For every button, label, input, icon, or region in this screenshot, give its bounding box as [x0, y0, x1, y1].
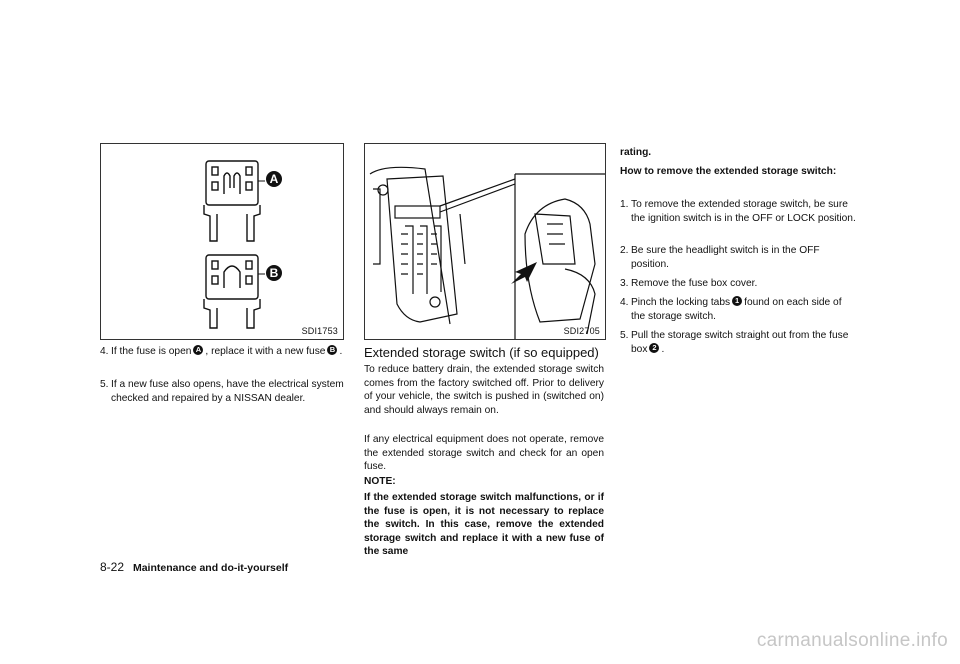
step-text-part: Pinch the locking tabs: [631, 297, 731, 308]
step-text: To remove the extended storage switch, be sure the ignition switch is in the OFF or LOCK position.: [631, 199, 856, 224]
removal-step-5: [620, 329, 858, 356]
label-a-badge: [266, 171, 282, 187]
step-number: 4.: [620, 297, 629, 308]
step-text-part: Pull the storage switch straight out from the fuse box: [631, 330, 849, 355]
page-footer: [100, 560, 288, 574]
step-text: [620, 329, 858, 356]
label-b-text: B: [269, 266, 279, 280]
section-heading: Extended storage switch (if so equipped): [364, 345, 599, 360]
step-text: Be sure the headlight switch is in the OFF position.: [631, 245, 820, 270]
step-text: Remove the fuse box cover.: [631, 278, 758, 289]
fuse-box-figure: [364, 143, 606, 340]
removal-step-1: [620, 198, 858, 225]
subheading: How to remove the extended storage switch:: [620, 166, 837, 177]
continuation-text: rating.: [620, 147, 652, 158]
fuse-step-4: [100, 345, 344, 359]
badge-a: A: [193, 345, 203, 355]
step-number: 5.: [100, 379, 109, 390]
fuse-step-5: [100, 378, 344, 405]
step-text-part: .: [661, 343, 665, 355]
removal-step-2: [620, 244, 858, 271]
watermark-link[interactable]: carmanualsonline.info: [756, 630, 948, 651]
step-text-part: .: [339, 346, 343, 357]
chapter-title: Maintenance and do-it-yourself: [132, 562, 289, 574]
fuse-figure: [100, 143, 344, 340]
step-number: 1.: [620, 199, 629, 210]
step-text-part: , replace it with a new fuse: [205, 346, 326, 357]
open-fuse-drawing: [204, 161, 260, 241]
step-text: [620, 296, 858, 323]
page-number: 8-22: [100, 560, 125, 574]
step-text-part: If the fuse is open: [111, 346, 192, 357]
fuse-illustration: [101, 144, 343, 339]
step-number: 2.: [620, 245, 629, 256]
paragraph: To reduce battery drain, the extended storage switch comes from the factory switched off. Prior to delivery of your vehicle, the switch is pushed in (switched on) and should always remain on.: [364, 364, 604, 416]
note-label: NOTE:: [364, 476, 396, 487]
new-fuse-drawing: [204, 255, 260, 328]
step-text-part: found on each side of the storage switch.: [631, 297, 842, 322]
step-text: [100, 345, 344, 359]
badge-2: 2: [649, 343, 659, 353]
fuse-box-illustration: [365, 144, 605, 339]
note-text: If the extended storage switch malfunctions, or if the fuse is open, it is not necessary to replace the switch. In this case, remove the extended storage switch and replace it with a new fuse of the same: [364, 492, 604, 558]
step-number: 4.: [100, 346, 109, 357]
step-text: If a new fuse also opens, have the electrical system checked and repaired by a NISSAN dealer.: [111, 379, 344, 404]
step-number: 3.: [620, 278, 629, 289]
removal-step-3: [620, 277, 858, 291]
paragraph: If any electrical equipment does not operate, remove the extended storage switch and check for an open fuse.: [364, 434, 604, 473]
label-b-badge: [266, 265, 282, 281]
badge-b: B: [327, 345, 337, 355]
badge-1: 1: [732, 296, 742, 306]
figure-code: SDI2705: [563, 326, 600, 336]
step-number: 5.: [620, 330, 629, 341]
removal-step-4: [620, 296, 858, 323]
figure-code: SDI1753: [301, 326, 338, 336]
label-a-text: A: [269, 172, 279, 186]
